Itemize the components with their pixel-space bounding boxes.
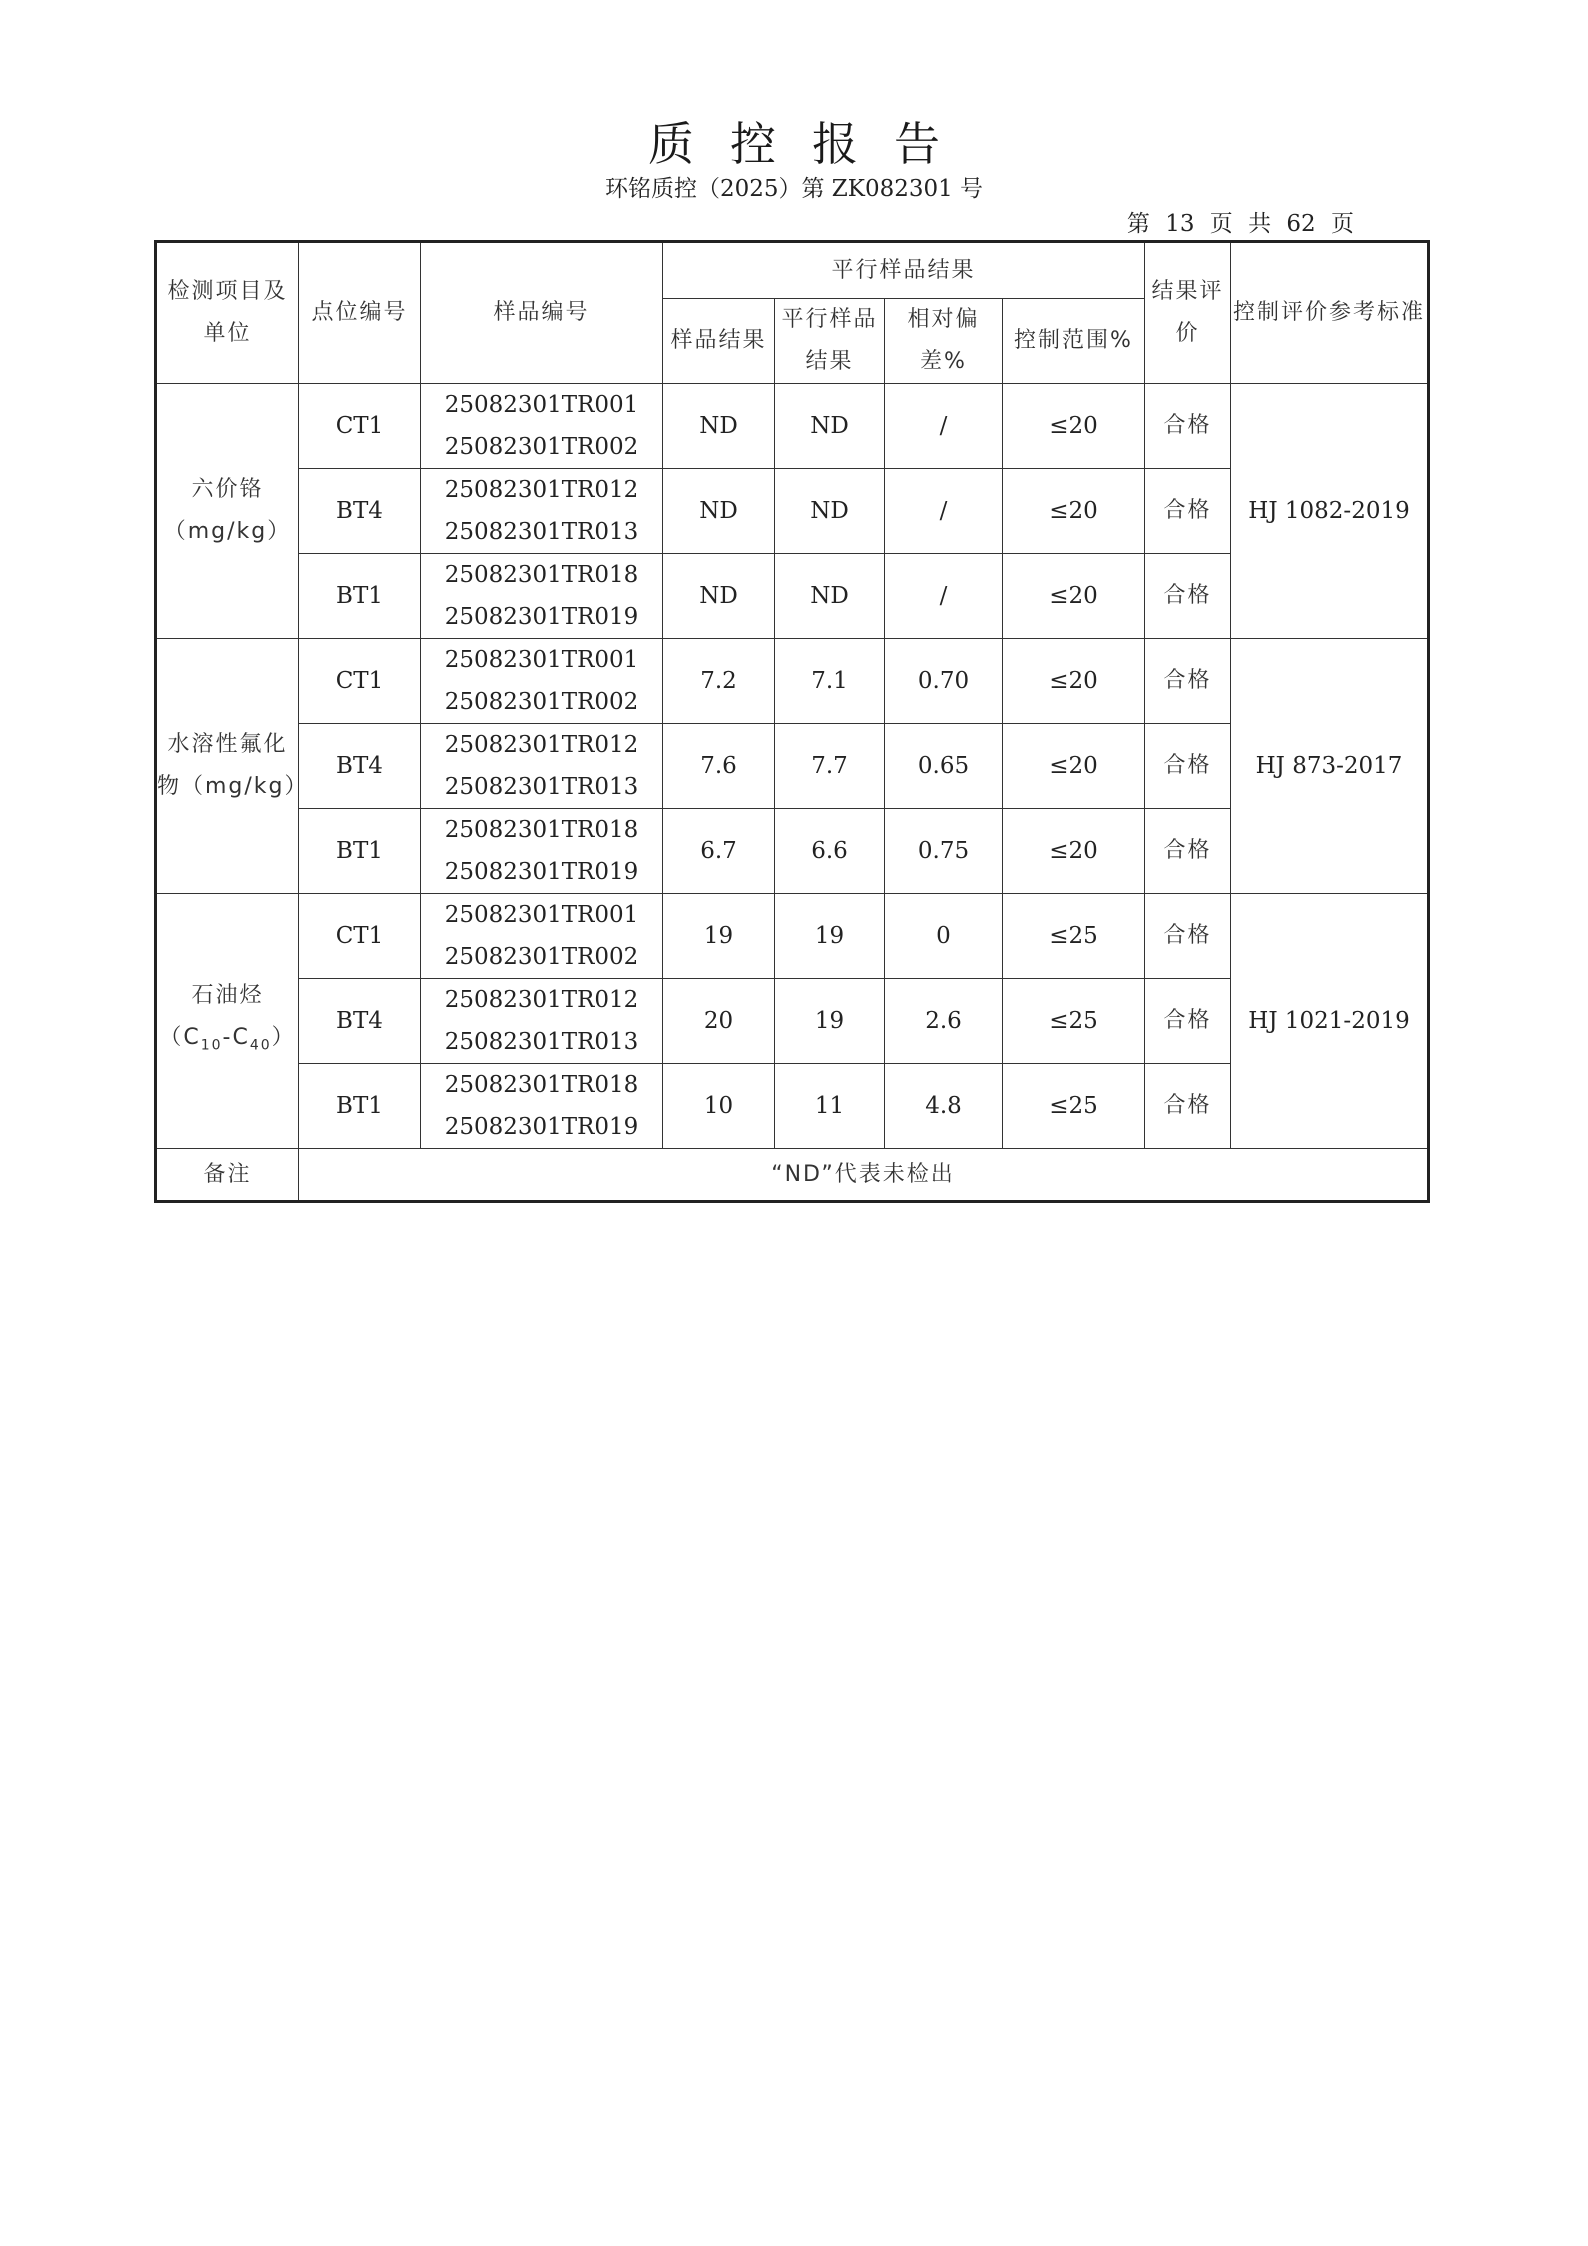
report-number: 环铭质控（2025）第 ZK082301 号 bbox=[604, 176, 984, 202]
header-evaluation: 结果评价 bbox=[1145, 242, 1231, 384]
unit-subscript: 10 bbox=[200, 1037, 223, 1054]
result-cell: 20 bbox=[663, 979, 775, 1064]
point-cell: BT1 bbox=[299, 554, 421, 639]
unit-middle: -C bbox=[222, 1025, 250, 1051]
evaluation-cell: 合格 bbox=[1145, 384, 1231, 469]
standard-cell: HJ 1082-2019 bbox=[1231, 384, 1429, 639]
evaluation-cell: 合格 bbox=[1145, 469, 1231, 554]
sample-code: 25082301TR001 bbox=[444, 392, 639, 418]
range-cell: ≤20 bbox=[1003, 724, 1145, 809]
sample-code: 25082301TR013 bbox=[444, 519, 639, 545]
parallel-cell: 19 bbox=[775, 979, 885, 1064]
range-cell: ≤20 bbox=[1003, 809, 1145, 894]
point-cell: BT4 bbox=[299, 979, 421, 1064]
unit-close: ） bbox=[271, 1025, 296, 1051]
range-cell: ≤25 bbox=[1003, 979, 1145, 1064]
header-relative-deviation: 相对偏差% bbox=[885, 299, 1003, 384]
table-row bbox=[156, 384, 1429, 469]
header-point-code: 点位编号 bbox=[299, 242, 421, 384]
sample-code-cell bbox=[421, 1064, 663, 1149]
header-reference-standard: 控制评价参考标准 bbox=[1231, 242, 1429, 384]
deviation-cell: / bbox=[885, 554, 1003, 639]
sample-code: 25082301TR002 bbox=[444, 434, 639, 460]
parallel-cell: ND bbox=[775, 469, 885, 554]
evaluation-cell: 合格 bbox=[1145, 639, 1231, 724]
page-info: 第 13 页 共 62 页 bbox=[1126, 211, 1354, 237]
evaluation-cell: 合格 bbox=[1145, 554, 1231, 639]
remark-label: 备注 bbox=[156, 1149, 299, 1202]
sample-code: 25082301TR001 bbox=[444, 647, 639, 673]
parallel-cell: 7.7 bbox=[775, 724, 885, 809]
sample-code: 25082301TR019 bbox=[444, 1114, 639, 1140]
sample-code: 25082301TR001 bbox=[444, 902, 639, 928]
deviation-cell: 0.70 bbox=[885, 639, 1003, 724]
point-cell: BT4 bbox=[299, 724, 421, 809]
item-unit bbox=[157, 1017, 298, 1066]
sample-code: 25082301TR002 bbox=[444, 944, 639, 970]
table-row bbox=[156, 639, 1429, 724]
deviation-cell: 0 bbox=[885, 894, 1003, 979]
parallel-cell: 7.1 bbox=[775, 639, 885, 724]
sample-code-cell bbox=[421, 894, 663, 979]
point-cell: BT1 bbox=[299, 809, 421, 894]
report-title: 质控报告 bbox=[648, 117, 976, 171]
header-row-1 bbox=[156, 242, 1429, 299]
item-name: 石油烃 bbox=[191, 983, 264, 1009]
sample-code-cell bbox=[421, 554, 663, 639]
evaluation-cell: 合格 bbox=[1145, 894, 1231, 979]
sample-code: 25082301TR012 bbox=[444, 732, 639, 758]
remark-row bbox=[156, 1149, 1429, 1202]
range-cell: ≤20 bbox=[1003, 469, 1145, 554]
header-sample-result: 样品结果 bbox=[663, 299, 775, 384]
quality-control-table bbox=[154, 240, 1430, 1203]
header-control-range: 控制范围% bbox=[1003, 299, 1145, 384]
sample-code: 25082301TR019 bbox=[444, 859, 639, 885]
range-cell: ≤25 bbox=[1003, 894, 1145, 979]
sample-code: 25082301TR002 bbox=[444, 689, 639, 715]
result-cell: 7.2 bbox=[663, 639, 775, 724]
range-cell: ≤20 bbox=[1003, 384, 1145, 469]
result-cell: 10 bbox=[663, 1064, 775, 1149]
sample-code-cell bbox=[421, 469, 663, 554]
evaluation-cell: 合格 bbox=[1145, 1064, 1231, 1149]
point-cell: CT1 bbox=[299, 894, 421, 979]
sample-code: 25082301TR012 bbox=[444, 477, 639, 503]
unit-open: （C bbox=[159, 1025, 201, 1051]
item-unit: （mg/kg） bbox=[163, 519, 292, 544]
sample-code: 25082301TR018 bbox=[444, 1072, 639, 1098]
result-cell: 7.6 bbox=[663, 724, 775, 809]
evaluation-cell: 合格 bbox=[1145, 724, 1231, 809]
evaluation-cell: 合格 bbox=[1145, 809, 1231, 894]
deviation-cell: 0.75 bbox=[885, 809, 1003, 894]
sample-code: 25082301TR013 bbox=[444, 1029, 639, 1055]
result-cell: ND bbox=[663, 384, 775, 469]
range-cell: ≤25 bbox=[1003, 1064, 1145, 1149]
range-cell: ≤20 bbox=[1003, 639, 1145, 724]
point-cell: CT1 bbox=[299, 384, 421, 469]
result-cell: 19 bbox=[663, 894, 775, 979]
sample-code: 25082301TR018 bbox=[444, 562, 639, 588]
standard-cell: HJ 1021-2019 bbox=[1231, 894, 1429, 1149]
sample-code-cell bbox=[421, 809, 663, 894]
sample-code: 25082301TR018 bbox=[444, 817, 639, 843]
sample-code-cell bbox=[421, 979, 663, 1064]
deviation-cell: 4.8 bbox=[885, 1064, 1003, 1149]
sample-code: 25082301TR012 bbox=[444, 987, 639, 1013]
deviation-cell: 0.65 bbox=[885, 724, 1003, 809]
parallel-cell: ND bbox=[775, 384, 885, 469]
sample-code-cell bbox=[421, 724, 663, 809]
header-parallel-results: 平行样品结果 bbox=[663, 242, 1145, 299]
header-item-unit: 检测项目及单位 bbox=[156, 242, 299, 384]
parallel-cell: 6.6 bbox=[775, 809, 885, 894]
point-cell: BT1 bbox=[299, 1064, 421, 1149]
item-unit: 物（mg/kg） bbox=[157, 774, 309, 799]
standard-cell: HJ 873-2017 bbox=[1231, 639, 1429, 894]
header-sample-code: 样品编号 bbox=[421, 242, 663, 384]
deviation-cell: / bbox=[885, 469, 1003, 554]
parallel-cell: 11 bbox=[775, 1064, 885, 1149]
unit-subscript: 40 bbox=[249, 1037, 272, 1054]
parallel-cell: ND bbox=[775, 554, 885, 639]
deviation-cell: 2.6 bbox=[885, 979, 1003, 1064]
header-parallel-sample-result: 平行样品结果 bbox=[775, 299, 885, 384]
sample-code: 25082301TR019 bbox=[444, 604, 639, 630]
deviation-cell: / bbox=[885, 384, 1003, 469]
item-name: 六价铬 bbox=[191, 477, 264, 502]
item-label bbox=[156, 639, 309, 894]
item-name: 水溶性氟化 bbox=[167, 732, 288, 757]
result-cell: 6.7 bbox=[663, 809, 775, 894]
range-cell: ≤20 bbox=[1003, 554, 1145, 639]
item-label bbox=[156, 384, 299, 639]
point-cell: CT1 bbox=[299, 639, 421, 724]
item-label bbox=[156, 894, 299, 1149]
sample-code: 25082301TR013 bbox=[444, 774, 639, 800]
point-cell: BT4 bbox=[299, 469, 421, 554]
result-cell: ND bbox=[663, 554, 775, 639]
parallel-cell: 19 bbox=[775, 894, 885, 979]
sample-code-cell bbox=[421, 639, 663, 724]
remark-text: “ND”代表未检出 bbox=[299, 1149, 1429, 1202]
table-row bbox=[156, 894, 1429, 979]
evaluation-cell: 合格 bbox=[1145, 979, 1231, 1064]
sample-code-cell bbox=[421, 384, 663, 469]
result-cell: ND bbox=[663, 469, 775, 554]
